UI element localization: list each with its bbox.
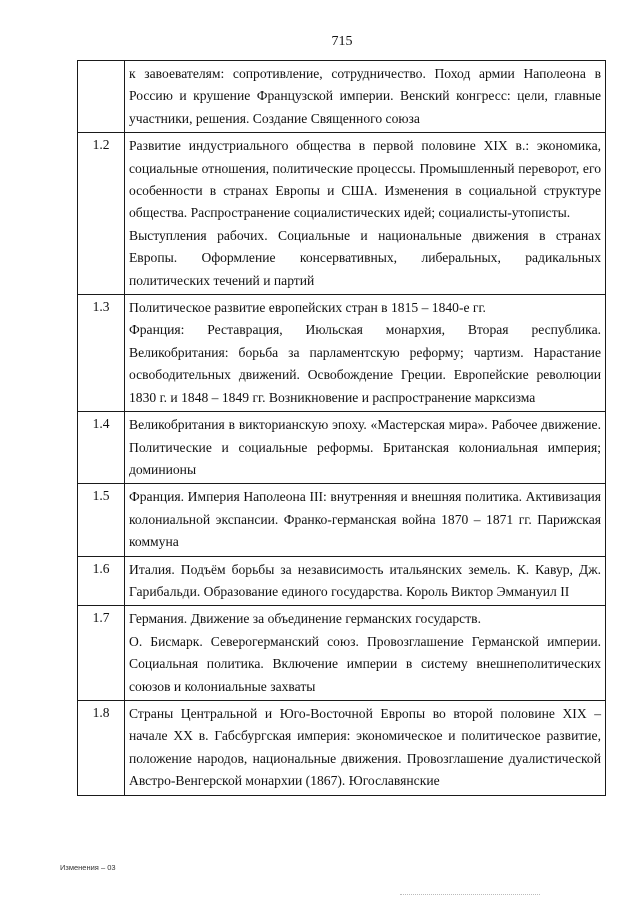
table-row [78,133,606,295]
section-content-cell [125,412,606,484]
section-number: 1.2 [92,137,110,153]
section-content-cell [125,556,606,606]
section-number: 1.7 [92,610,110,626]
page-number: 715 [331,34,353,49]
table-row [78,484,606,556]
section-paragraph: к завоевателям: сопротивление, сотрудничество. Поход армии Наполеона в Россию и крушение Французской империи. Венский конгресс: цели, главные участники, решения. Создание Священного союза [129,66,601,126]
section-number: 1.5 [92,488,110,504]
section-paragraph: Великобритания в викторианскую эпоху. «Мастерская мира». Рабочее движение. Политические и социальные реформы. Британская колониальная империя; доминионы [129,417,601,477]
section-content-cell [125,133,606,295]
section-number: 1.3 [92,299,110,315]
curriculum-table [77,60,606,796]
section-number-cell [78,133,125,295]
section-content-cell [125,606,606,701]
table-body [78,61,606,796]
section-number: 1.4 [92,416,110,432]
table-row [78,700,606,795]
section-paragraph: Франция. Империя Наполеона III: внутренняя и внешняя политика. Активизация колониальной экспансии. Франко-германская война 1870 – 1871 гг. Парижская коммуна [129,489,601,550]
section-number-cell [78,556,125,606]
scan-artifact-line [400,894,540,896]
section-paragraph: Страны Центральной и Юго-Восточной Европы во второй половине XIX – начале XX в. Габсбургская империя: экономическое и политическое развитие, положение народов, национальные движения. Провозглашение дуалистической Австро-Венгерской монархии (1867). Югославянские [129,705,601,789]
section-paragraph: Развитие индустриального общества в первой половине XIX в.: экономика, социальные отношения, политические процессы. Промышленный переворот, его особенности в странах Европы и США. Изменения в социальной структуре общества. Распространение социалистических идей; социалисты-утописты. [129,138,601,221]
table-row [78,61,606,133]
footer-revision-note: Изменения – 03 [60,863,116,872]
section-number: 1.6 [92,560,110,576]
section-paragraph: Германия. Движение за объединение германских государств. [129,611,481,627]
section-number-cell [78,484,125,556]
section-content-cell [125,484,606,556]
table-row [78,556,606,606]
table-row [78,412,606,484]
section-number-cell [78,295,125,412]
section-number-cell [78,412,125,484]
table-row [78,295,606,412]
section-paragraph: Политическое развитие европейских стран в 1815 – 1840-е гг. [129,300,486,316]
section-number-cell [78,700,125,795]
section-number: 1.8 [92,704,110,720]
section-paragraph: Франция: Реставрация, Июльская монархия, Вторая республика. Великобритания: борьба за парламентскую реформу; чартизм. Нарастание освободительных движений. Освобождение Греции. Европейские революции 1830 г. и 1848 – 1849 гг. Возникновение и распространение марксизма [129,322,601,405]
table-row [78,606,606,701]
section-content-cell [125,295,606,412]
section-number-cell [78,61,125,133]
section-paragraph: О. Бисмарк. Северогерманский союз. Провозглашение Германской империи. Социальная политика. Включение империи в систему внешнеполитических союзов и колониальные захваты [129,633,601,694]
section-number-cell [78,606,125,701]
section-paragraph: Италия. Подъём борьбы за независимость итальянских земель. К. Кавур, Дж. Гарибальди. Образование единого государства. Король Виктор Эммануил II [129,561,601,599]
section-paragraph: Выступления рабочих. Социальные и национальные движения в странах Европы. Оформление консервативных, либеральных, радикальных политических течений и партий [129,227,601,288]
section-content-cell [125,700,606,795]
section-content-cell [125,61,606,133]
